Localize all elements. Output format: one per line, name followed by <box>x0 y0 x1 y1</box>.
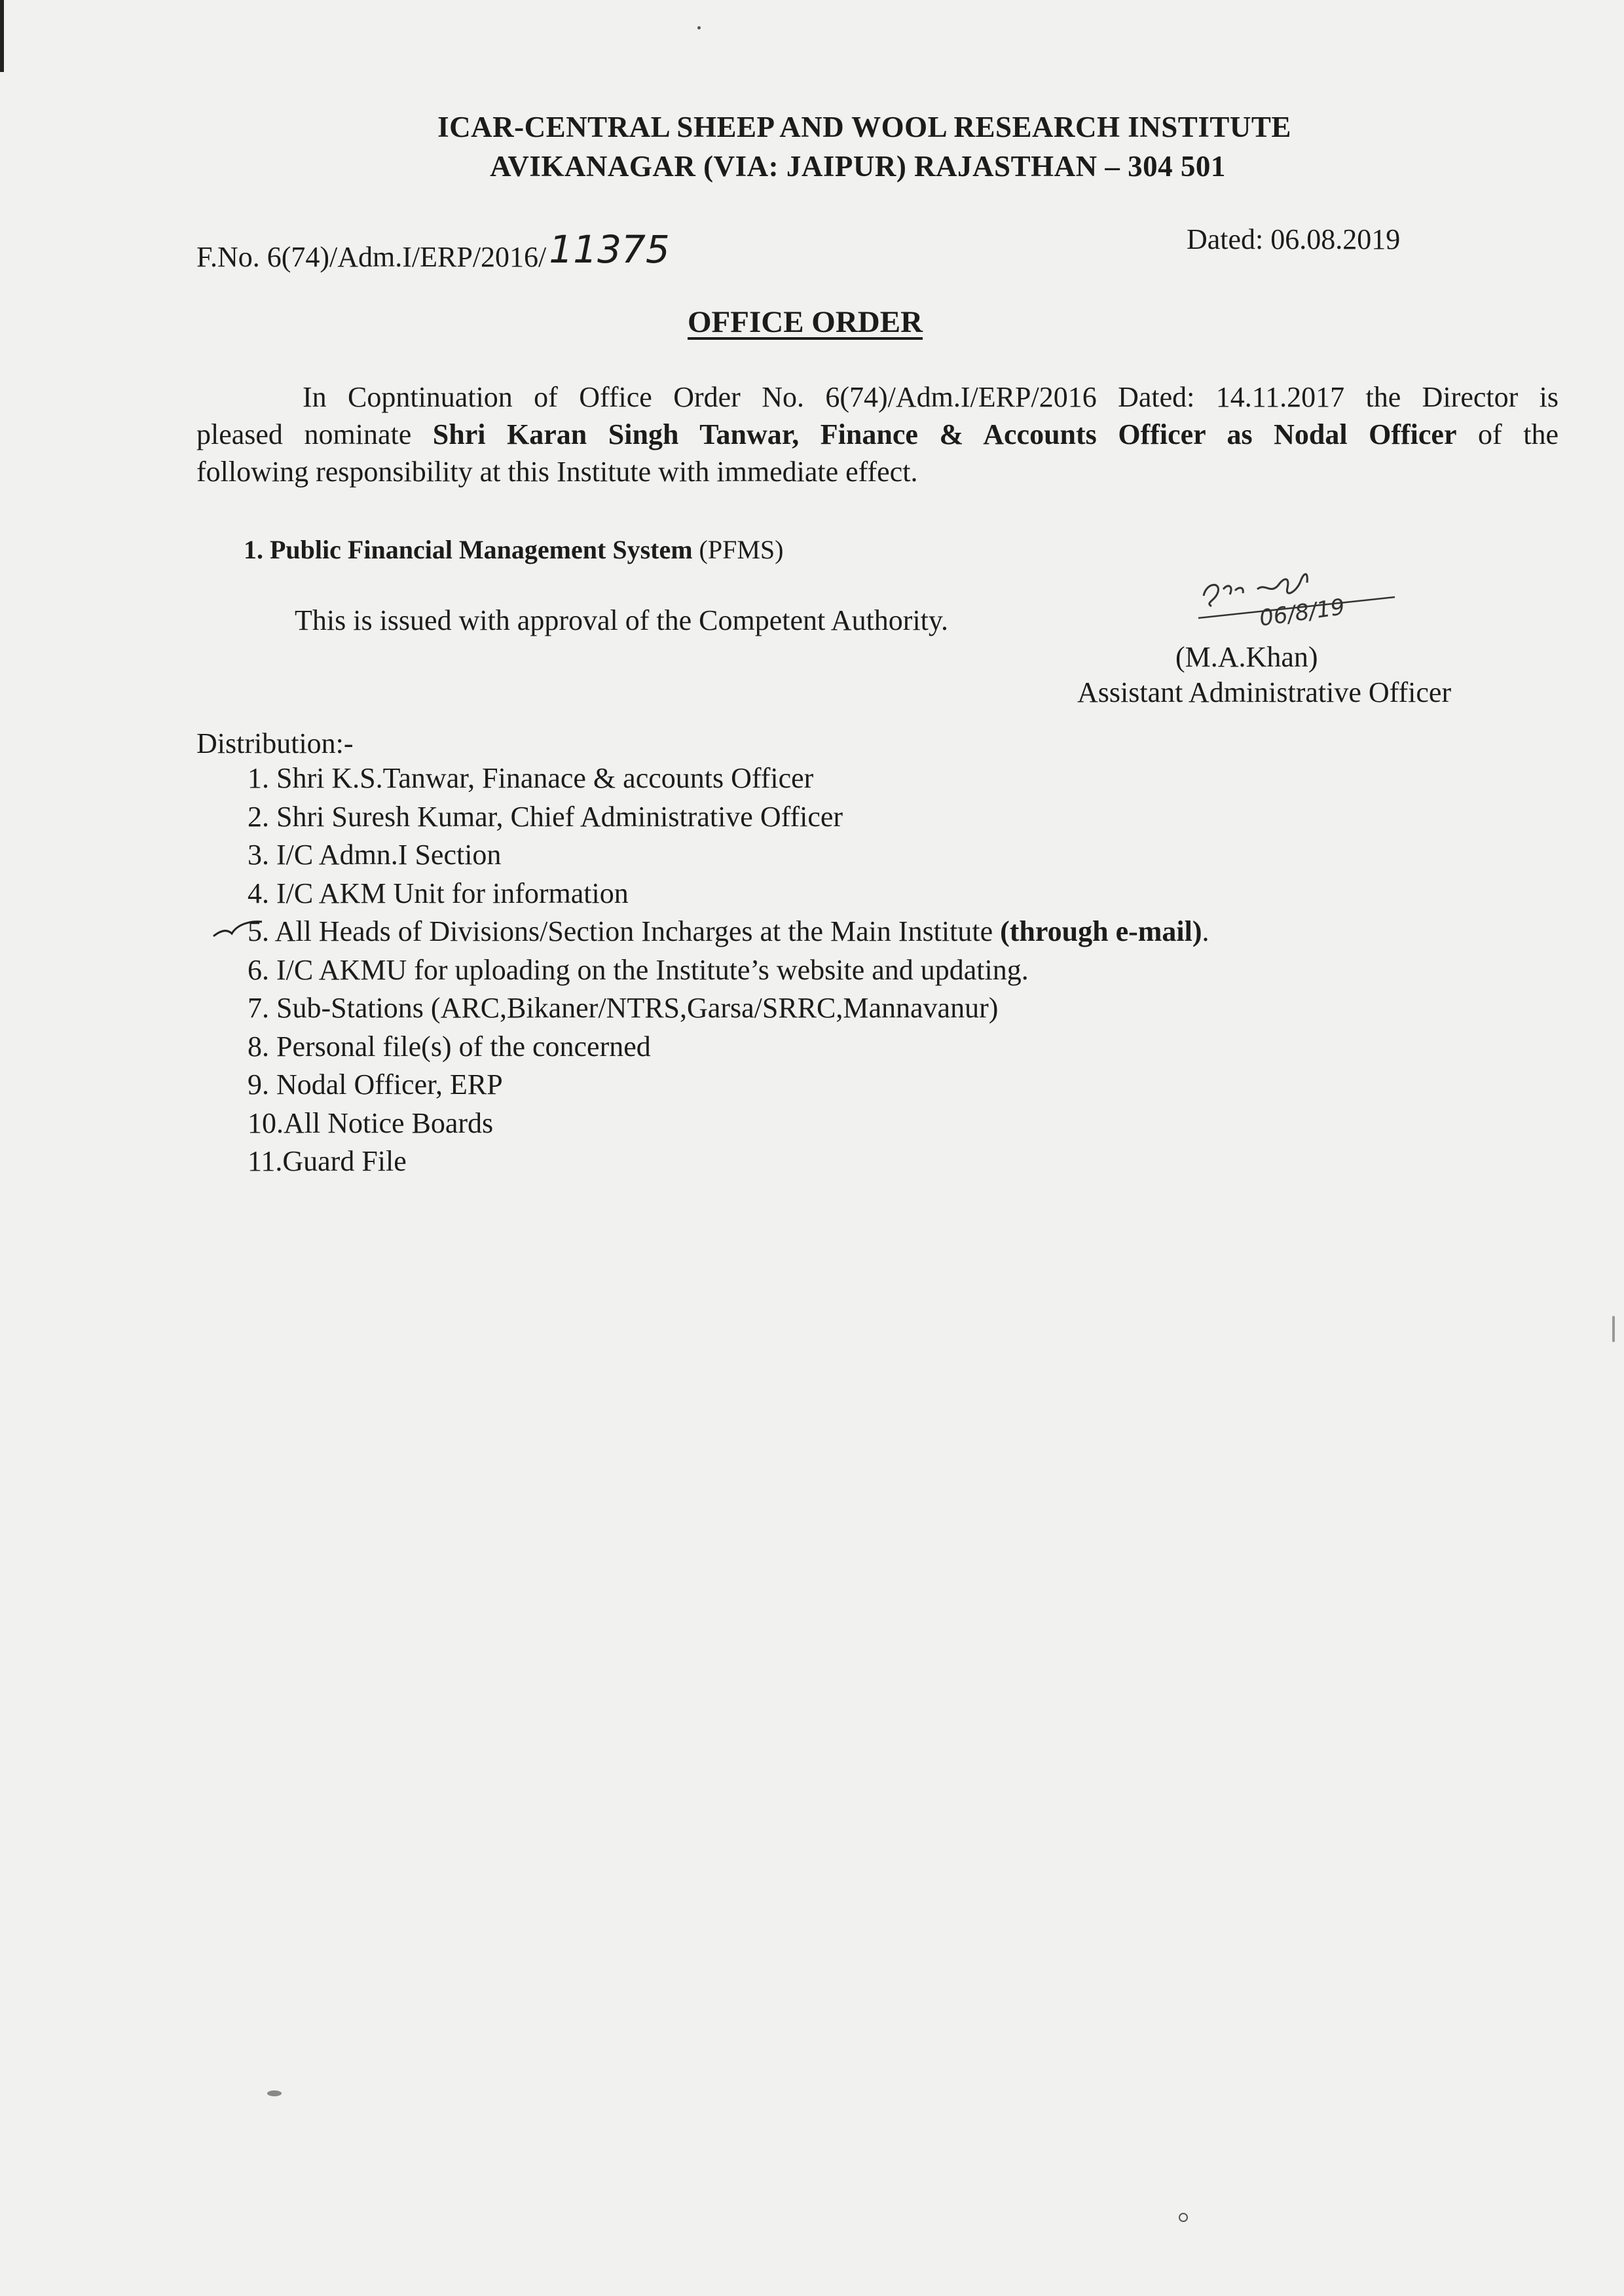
distribution-item: 8. Personal file(s) of the concerned <box>248 1030 651 1063</box>
distribution-item: 3. I/C Admn.I Section <box>248 839 502 871</box>
distribution-item: 10.All Notice Boards <box>248 1106 494 1139</box>
handwritten-signature <box>1192 563 1401 642</box>
scan-edge-mark <box>0 0 4 72</box>
body-line-1: In Copntinuation of Office Order No. 6(74)/Adm.I/ERP/2016 Dated: 14.11.2017 the Director is <box>302 381 1559 413</box>
order-body <box>196 378 1559 490</box>
approval-statement: This is issued with approval of the Competent Authority. <box>295 604 949 636</box>
body-line-3: following responsibility at this Institute with immediate effect. <box>196 456 918 488</box>
order-date: Dated: 06.08.2019 <box>1187 223 1401 255</box>
distribution-item: 9. Nodal Officer, ERP <box>248 1068 503 1101</box>
signature-date: 06/8/19 <box>1257 594 1347 632</box>
distribution-list <box>248 759 1209 1181</box>
scan-speck <box>1612 1316 1615 1342</box>
signatory-designation: Assistant Administrative Officer <box>1077 676 1452 708</box>
scan-speck <box>697 26 701 29</box>
scan-speck <box>267 2090 282 2096</box>
scan-speck <box>1179 2213 1188 2222</box>
distribution-item: 4. I/C AKM Unit for information <box>248 877 629 909</box>
distribution-item: 1. Shri K.S.Tanwar, Finanace & accounts Officer <box>248 762 814 794</box>
distribution-item: 6. I/C AKMU for uploading on the Institute’s website and updating. <box>248 953 1029 986</box>
institute-name: ICAR-CENTRAL SHEEP AND WOOL RESEARCH INSTITUTE <box>437 111 1291 143</box>
distribution-item: 5. All Heads of Divisions/Section Incharges at the Main Institute (through e-mail). <box>248 915 1209 947</box>
email-note: (through e-mail) <box>1000 915 1202 947</box>
document-title: OFFICE ORDER <box>688 305 923 339</box>
file-number <box>196 227 670 276</box>
distribution-item: 7. Sub-Stations (ARC,Bikaner/NTRS,Garsa/SRRC,Mannavanur) <box>248 992 999 1024</box>
signatory-name: (M.A.Khan) <box>1175 641 1318 673</box>
nominee-text: Shri Karan Singh Tanwar, Finance & Accounts Officer as Nodal Officer <box>432 418 1457 450</box>
file-number-text: F.No. 6(74)/Adm.I/ERP/2016/ <box>196 241 547 273</box>
distribution-item: 11.Guard File <box>248 1145 407 1177</box>
distribution-item: 2. Shri Suresh Kumar, Chief Administrative Officer <box>248 800 843 833</box>
body-line-2: pleased nominate Shri Karan Singh Tanwar, Finance & Accounts Officer as Nodal Officer of the <box>196 418 1559 450</box>
distribution-heading: Distribution:- <box>196 727 354 759</box>
handwritten-dispatch-number: 11375 <box>549 227 670 272</box>
responsibility-item: 1. Public Financial Management System (PFMS) <box>244 535 784 564</box>
institute-address: AVIKANAGAR (VIA: JAIPUR) RAJASTHAN – 304 501 <box>490 150 1226 183</box>
